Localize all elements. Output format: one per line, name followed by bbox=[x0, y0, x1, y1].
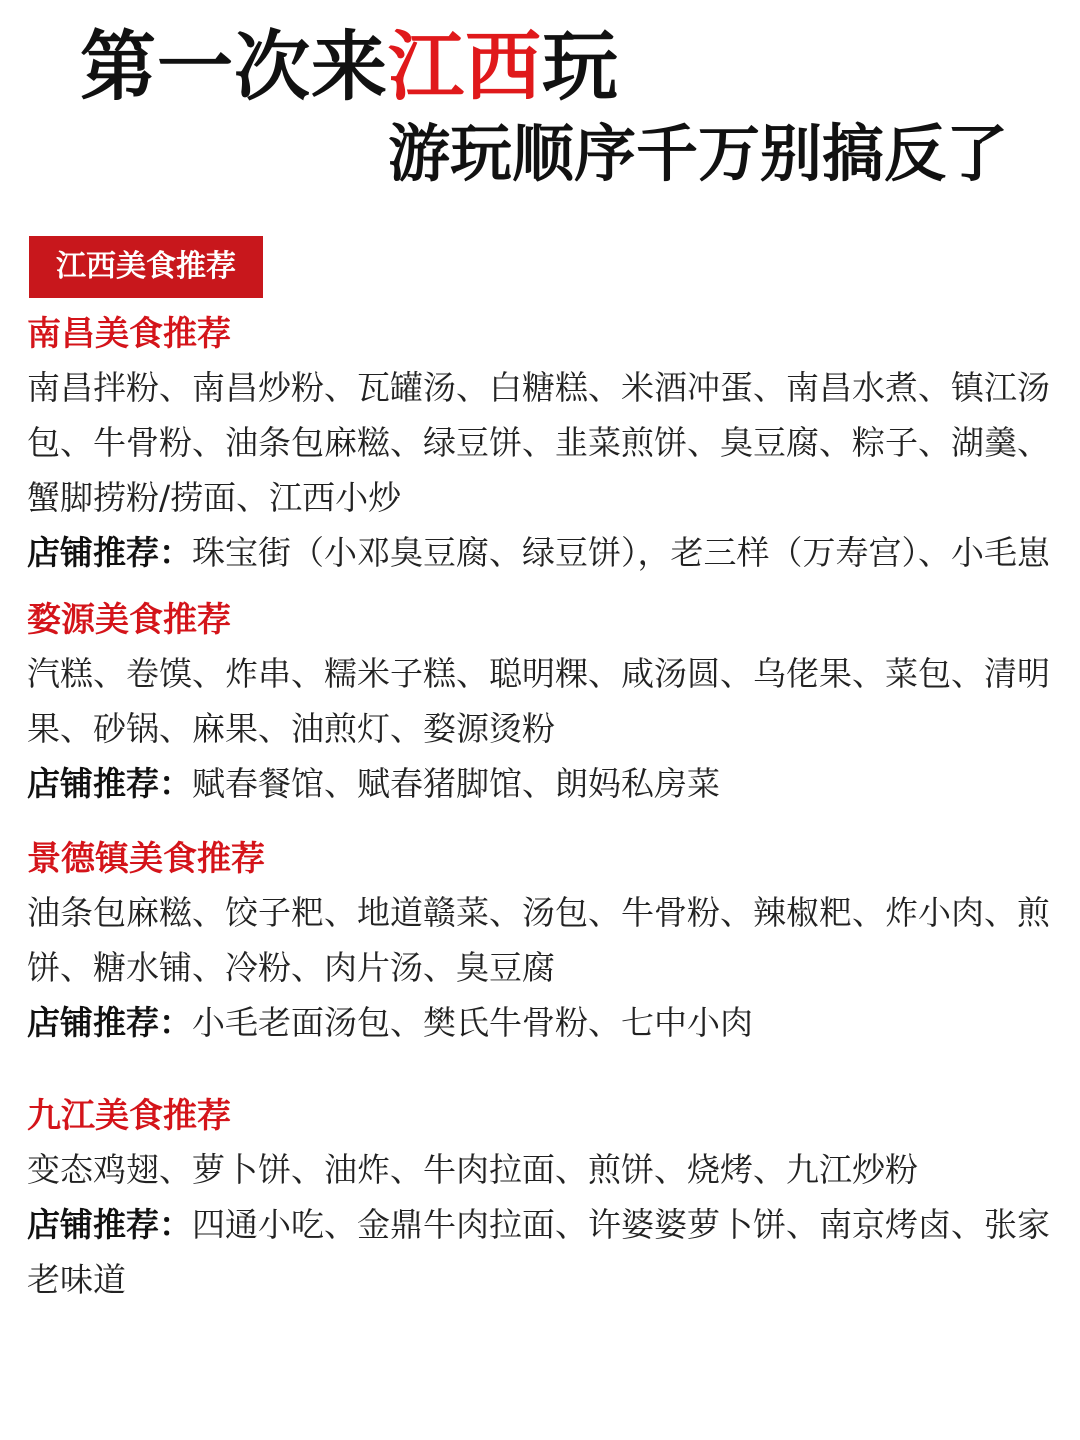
shop-label: 店铺推荐： bbox=[27, 1205, 192, 1244]
shop-list: 四通小吃、金鼎牛肉拉面、许婆婆萝卜饼、南京烤卤、张家老味道 bbox=[27, 1205, 1050, 1299]
section-title: 南昌美食推荐 bbox=[27, 314, 231, 354]
food-guide-content bbox=[27, 308, 1072, 1307]
section-jingdezhen bbox=[27, 833, 1072, 1050]
section-nanchang bbox=[27, 308, 1072, 580]
shop-recommendation bbox=[27, 995, 1072, 1050]
food-list: 南昌拌粉、南昌炒粉、瓦罐汤、白糖糕、米酒冲蛋、南昌水煮、镇江汤包、牛骨粉、油条包麻糍、绿豆饼、韭菜煎饼、臭豆腐、粽子、湖羹、蟹脚捞粉/捞面、江西小炒 bbox=[27, 368, 1050, 517]
section-jiujiang bbox=[27, 1090, 1072, 1307]
shop-recommendation bbox=[27, 1197, 1072, 1307]
shop-label: 店铺推荐： bbox=[27, 1003, 192, 1042]
section-wuyuan bbox=[27, 594, 1072, 811]
food-list: 油条包麻糍、饺子粑、地道赣菜、汤包、牛骨粉、辣椒粑、炸小肉、煎饼、糖水铺、冷粉、肉片汤、臭豆腐 bbox=[27, 893, 1050, 987]
title-suffix: 玩 bbox=[542, 22, 619, 111]
shop-list: 小毛老面汤包、樊氏牛骨粉、七中小肉 bbox=[192, 1003, 753, 1042]
shop-list: 珠宝街（小邓臭豆腐、绿豆饼），老三样（万寿宫）、小毛崽 bbox=[192, 533, 1050, 572]
title-prefix: 第一次来 bbox=[80, 22, 388, 111]
shop-label: 店铺推荐： bbox=[27, 764, 192, 803]
shop-label: 店铺推荐： bbox=[27, 533, 192, 572]
section-title: 九江美食推荐 bbox=[27, 1096, 231, 1136]
food-list: 汽糕、卷馍、炸串、糯米子糕、聪明粿、咸汤圆、乌佬果、菜包、清明果、砂锅、麻果、油煎灯、婺源烫粉 bbox=[27, 654, 1050, 748]
page-subtitle: 游玩顺序千万别搞反了 bbox=[388, 117, 1009, 190]
title-highlight: 江西 bbox=[388, 22, 542, 111]
food-list: 变态鸡翅、萝卜饼、油炸、牛肉拉面、煎饼、烧烤、九江炒粉 bbox=[27, 1150, 918, 1189]
category-tag: 江西美食推荐 bbox=[29, 236, 263, 298]
section-title: 婺源美食推荐 bbox=[27, 600, 231, 640]
shop-recommendation bbox=[27, 525, 1072, 580]
shop-list: 赋春餐馆、赋春猪脚馆、朗妈私房菜 bbox=[192, 764, 720, 803]
shop-recommendation bbox=[27, 756, 1072, 811]
section-title: 景德镇美食推荐 bbox=[27, 839, 265, 879]
page-title bbox=[80, 22, 619, 112]
